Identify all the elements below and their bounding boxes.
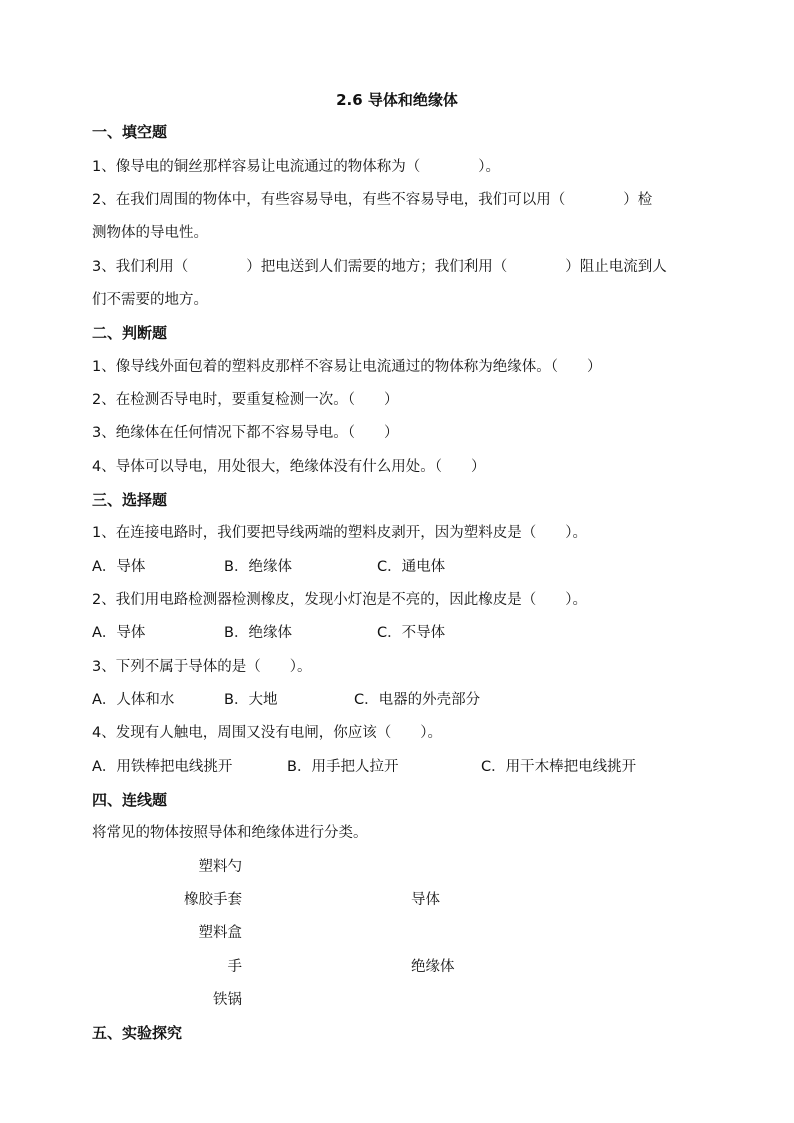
matching-category-conductor[interactable]: 导体: [411, 892, 440, 908]
judge-question-2: 2、在检测否导电时，要重复检测一次。（ ）: [92, 392, 399, 408]
section-heading-multiple-choice: 三、选择题: [92, 491, 168, 509]
choice-3-option-a: A．人体和水: [92, 692, 175, 708]
choice-2-option-c: C．不导体: [377, 625, 446, 641]
section-heading-experiment: 五、实验探究: [92, 1024, 183, 1042]
choice-2-option-a: A．导体: [92, 625, 146, 641]
section-heading-true-false: 二、判断题: [92, 324, 168, 342]
choice-1-option-a: A．导体: [92, 559, 146, 575]
matching-item-plastic-box[interactable]: 塑料盒: [198, 925, 242, 941]
matching-item-hand[interactable]: 手: [227, 959, 242, 975]
choice-question-2: 2、我们用电路检测器检测橡皮，发现小灯泡是不亮的，因此橡皮是（ ）。: [92, 592, 587, 608]
choice-3-option-b: B．大地: [224, 692, 278, 708]
choice-question-1: 1、在连接电路时，我们要把导线两端的塑料皮剥开，因为塑料皮是（ ）。: [92, 525, 587, 541]
choice-1-option-b: B．绝缘体: [224, 559, 292, 575]
choice-2-option-b: B．绝缘体: [224, 625, 292, 641]
choice-4-option-b: B．用手把人拉开: [287, 759, 399, 775]
choice-3-option-c: C．电器的外壳部分: [354, 692, 481, 708]
choice-question-4: 4、发现有人触电，周围又没有电闸，你应该（ ）。: [92, 725, 442, 741]
matching-item-plastic-spoon[interactable]: 塑料勺: [198, 859, 242, 875]
fill-question-3-line-1: 3、我们利用（ ）把电送到人们需要的地方；我们利用（ ）阻止电流到人: [92, 259, 667, 275]
matching-category-insulator[interactable]: 绝缘体: [411, 959, 455, 975]
page-title: 2.6 导体和绝缘体: [336, 91, 458, 109]
judge-question-1: 1、像导线外面包着的塑料皮那样不容易让电流通过的物体称为绝缘体。（ ）: [92, 359, 602, 375]
section-heading-fill-blank: 一、填空题: [92, 123, 168, 141]
choice-question-3: 3、下列不属于导体的是（ ）。: [92, 659, 312, 675]
judge-question-3: 3、绝缘体在任何情况下都不容易导电。（ ）: [92, 425, 399, 441]
matching-instruction: 将常见的物体按照导体和绝缘体进行分类。: [92, 825, 368, 841]
fill-question-2-line-1: 2、在我们周围的物体中，有些容易导电，有些不容易导电，我们可以用（ ）检: [92, 192, 653, 208]
matching-item-rubber-gloves[interactable]: 橡胶手套: [184, 892, 242, 908]
choice-4-option-a: A．用铁棒把电线挑开: [92, 759, 233, 775]
fill-question-2-line-2: 测物体的导电性。: [92, 225, 208, 241]
judge-question-4: 4、导体可以导电，用处很大，绝缘体没有什么用处。（ ）: [92, 459, 486, 475]
choice-4-option-c: C．用干木棒把电线挑开: [481, 759, 637, 775]
fill-question-1: 1、像导电的铜丝那样容易让电流通过的物体称为（ ）。: [92, 159, 500, 175]
matching-item-iron-pot[interactable]: 铁锅: [213, 992, 242, 1008]
section-heading-matching: 四、连线题: [92, 791, 168, 809]
fill-question-3-line-2: 们不需要的地方。: [92, 292, 208, 308]
choice-1-option-c: C．通电体: [377, 559, 446, 575]
